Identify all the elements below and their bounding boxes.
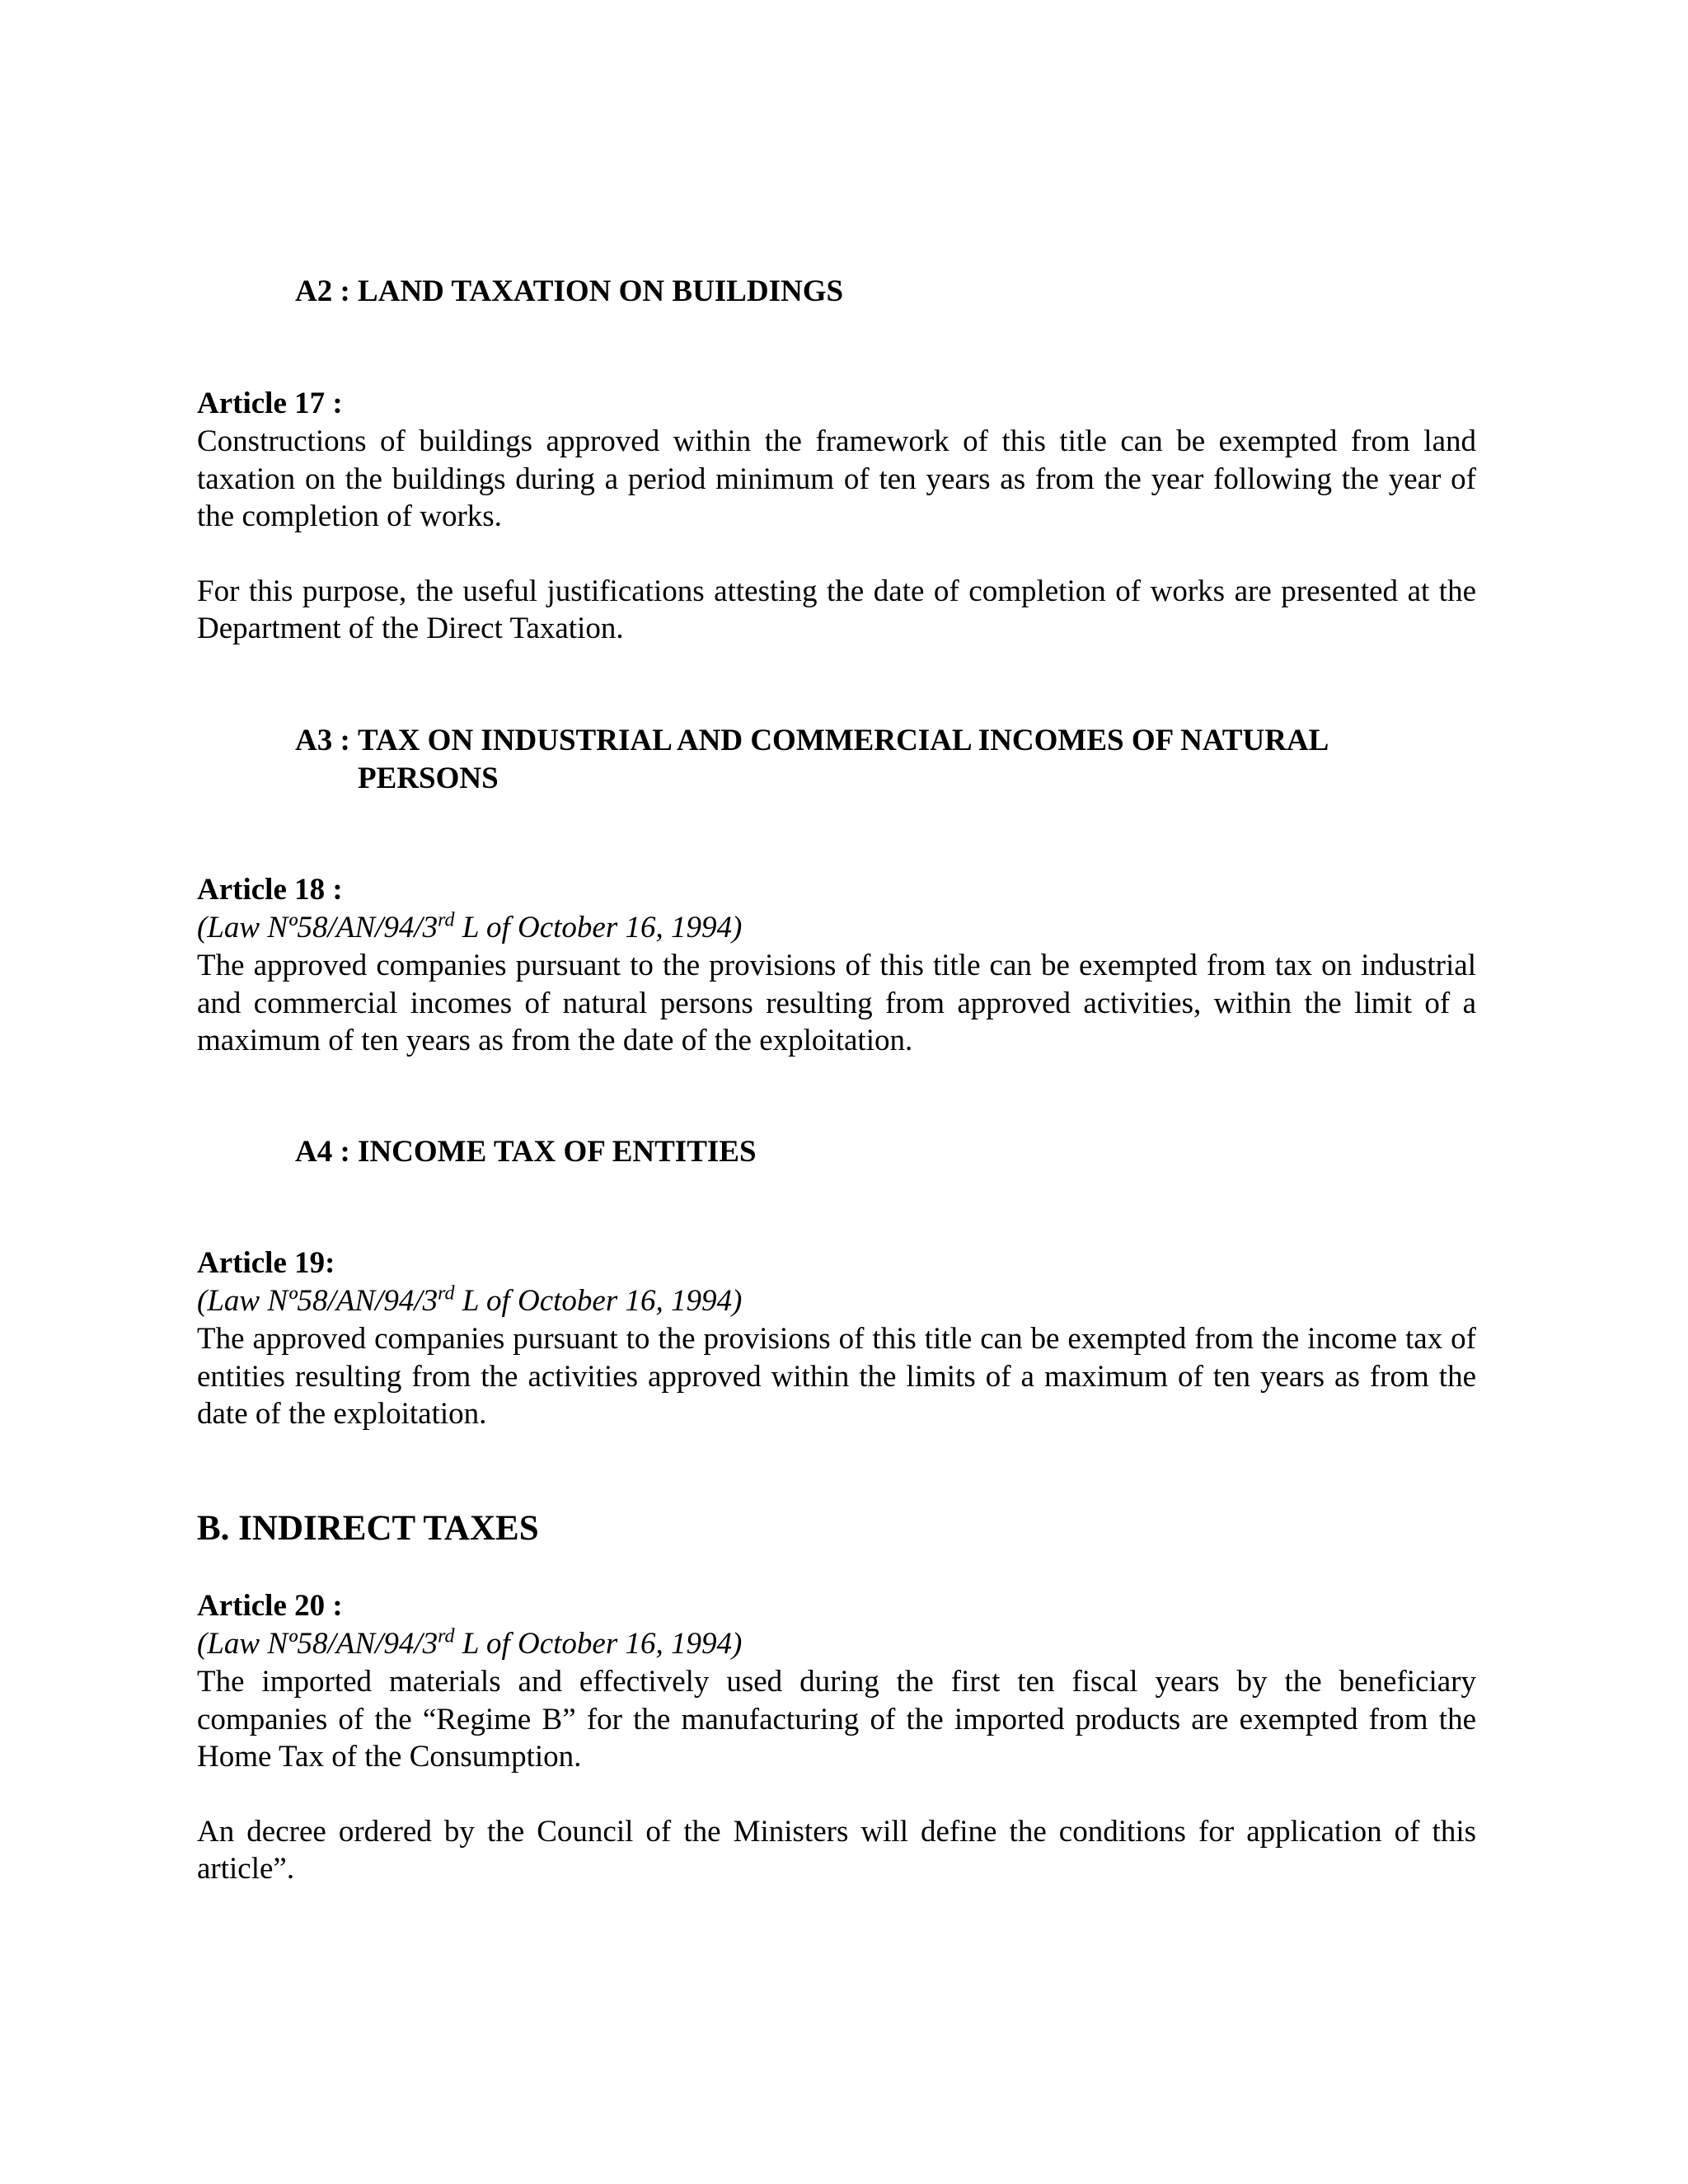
article-18-law-reference: (Law Nº58/AN/94/3rd L of October 16, 1994) (197, 909, 743, 944)
subsection-title-a3: TAX ON INDUSTRIAL AND COMMERCIAL INCOMES OF NATURAL PERSONS (358, 724, 1328, 795)
subsection-heading-a3 (295, 722, 1482, 798)
article-17-paragraph-1: Constructions of buildings approved within the framework of this title can be exempted from land taxation on the buildings during a period minimum of ten years as from the year following the year of the completion of works. (197, 424, 1476, 533)
article-18 (197, 871, 1476, 1060)
article-17 (197, 385, 1476, 648)
subsection-heading-a4: A4 : INCOME TAX OF ENTITIES (295, 1135, 757, 1169)
article-19-law-reference: (Law Nº58/AN/94/3rd L of October 16, 1994) (197, 1282, 743, 1318)
subsection-code-a3: A3 : (295, 724, 359, 757)
article-18-title: Article 18 : (197, 873, 343, 907)
article-19-title: Article 19: (197, 1246, 335, 1280)
article-20-paragraph-2: An decree ordered by the Council of the Ministers will define the conditions for application of this article”. (197, 1814, 1476, 1886)
section-heading-b: B. INDIRECT TAXES (197, 1509, 539, 1548)
article-18-paragraph-1: The approved companies pursuant to the provisions of this title can be exempted from tax on industrial and commercial incomes of natural persons resulting from approved activities, within the limit of a maximum of ten years as from the date of the exploitation. (197, 949, 1476, 1057)
article-17-title: Article 17 : (197, 387, 343, 420)
article-20-title: Article 20 : (197, 1589, 343, 1623)
article-20 (197, 1587, 1476, 1888)
article-20-paragraph-1: The imported materials and effectively used during the first ten fiscal years by the beneficiary companies of the “Regime B” for the manufacturing of the imported products are exempted from the Home Tax of the Consumption. (197, 1665, 1476, 1774)
article-20-law-reference: (Law Nº58/AN/94/3rd L of October 16, 1994) (197, 1625, 743, 1661)
article-17-paragraph-2: For this purpose, the useful justifications attesting the date of completion of works are presented at the Department of the Direct Taxation. (197, 574, 1476, 645)
subsection-heading-a2: A2 : LAND TAXATION ON BUILDINGS (295, 274, 844, 308)
article-19 (197, 1244, 1476, 1433)
article-19-paragraph-1: The approved companies pursuant to the provisions of this title can be exempted from the income tax of entities resulting from the activities approved within the limits of a maximum of ten years as from the date of the exploitation. (197, 1322, 1476, 1431)
